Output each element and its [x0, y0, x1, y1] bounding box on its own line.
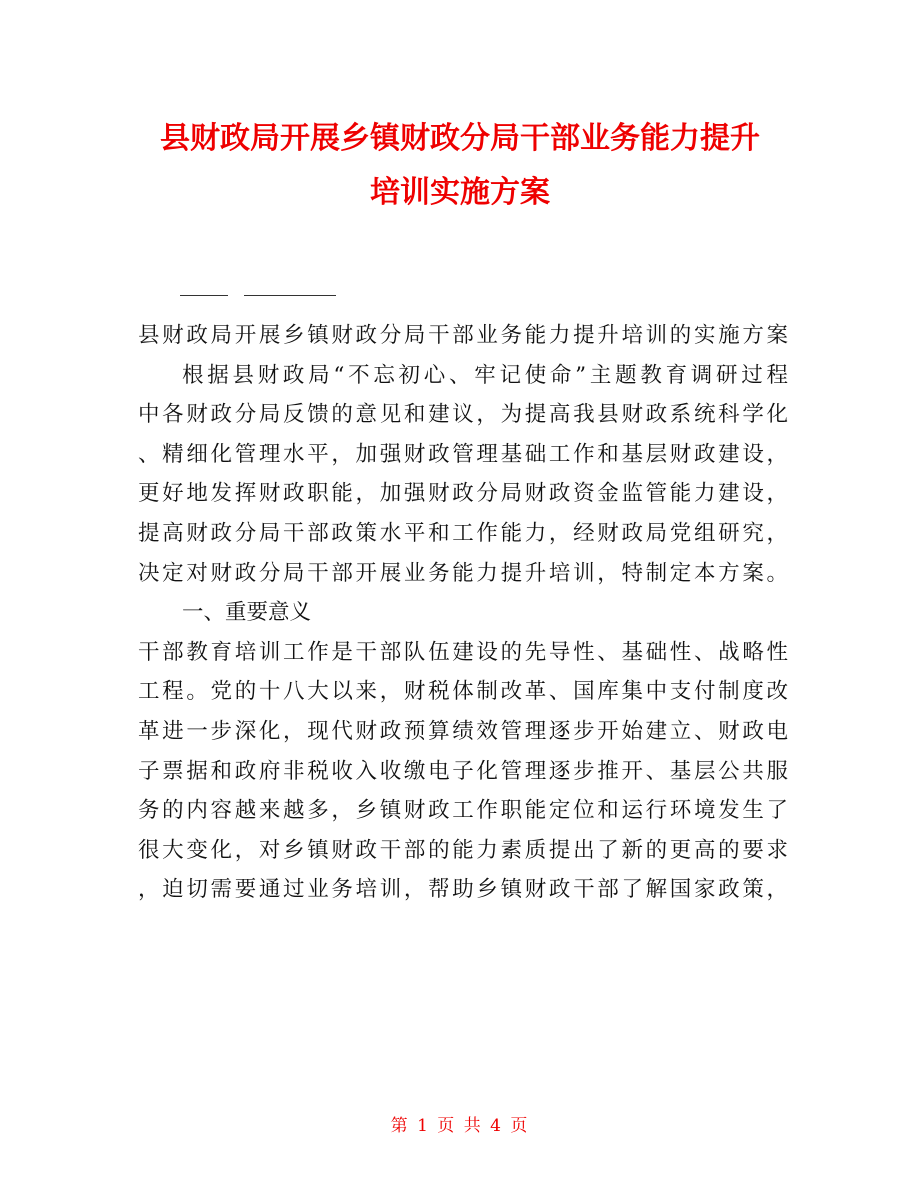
document-body — [138, 316, 788, 910]
body-line: 中各财政分局反馈的意见和建议，为提高我县财政系统科学化 — [138, 402, 788, 428]
separator-rule-short — [180, 295, 228, 296]
body-line: 、精细化管理水平，加强财政管理基础工作和基层财政建设， — [138, 441, 788, 467]
body-line: 务的内容越来越多，乡镇财政工作职能定位和运行环境发生了 — [138, 798, 788, 824]
body-line: 提高财政分局干部政策水平和工作能力，经财政局党组研究， — [138, 520, 788, 546]
body-line: 子票据和政府非税收入收缴电子化管理逐步推开、基层公共服 — [138, 758, 788, 784]
body-line: 很大变化，对乡镇财政干部的能力素质提出了新的更高的要求 — [138, 837, 788, 863]
body-line: 干部教育培训工作是干部队伍建设的先导性、基础性、战略性 — [138, 639, 788, 665]
body-line: ，迫切需要通过业务培训，帮助乡镇财政干部了解国家政策， — [138, 877, 788, 903]
body-line: 县财政局开展乡镇财政分局干部业务能力提升培训的实施方案 — [138, 323, 788, 348]
body-line: 革进一步深化，现代财政预算绩效管理逐步开始建立、财政电 — [138, 718, 788, 744]
title-line-1: 县财政局开展乡镇财政分局干部业务能力提升 — [160, 121, 760, 156]
title-line-2: 培训实施方案 — [370, 175, 550, 210]
body-line: 工程。党的十八大以来，财税体制改革、国库集中支付制度改 — [138, 679, 788, 705]
document-title — [0, 112, 920, 220]
page-footer: 第 1 页 共 4 页 — [390, 1116, 530, 1136]
body-line: 根据县财政局“不忘初心、牢记使命”主题教育调研过程 — [182, 362, 788, 388]
separator-rule-long — [244, 295, 336, 296]
body-line: 决定对财政分局干部开展业务能力提升培训，特制定本方案。 — [138, 560, 788, 586]
body-line: 更好地发挥财政职能，加强财政分局财政资金监管能力建设， — [138, 481, 788, 507]
separator-rules — [180, 295, 340, 297]
section-heading: 一、重要意义 — [182, 600, 312, 626]
